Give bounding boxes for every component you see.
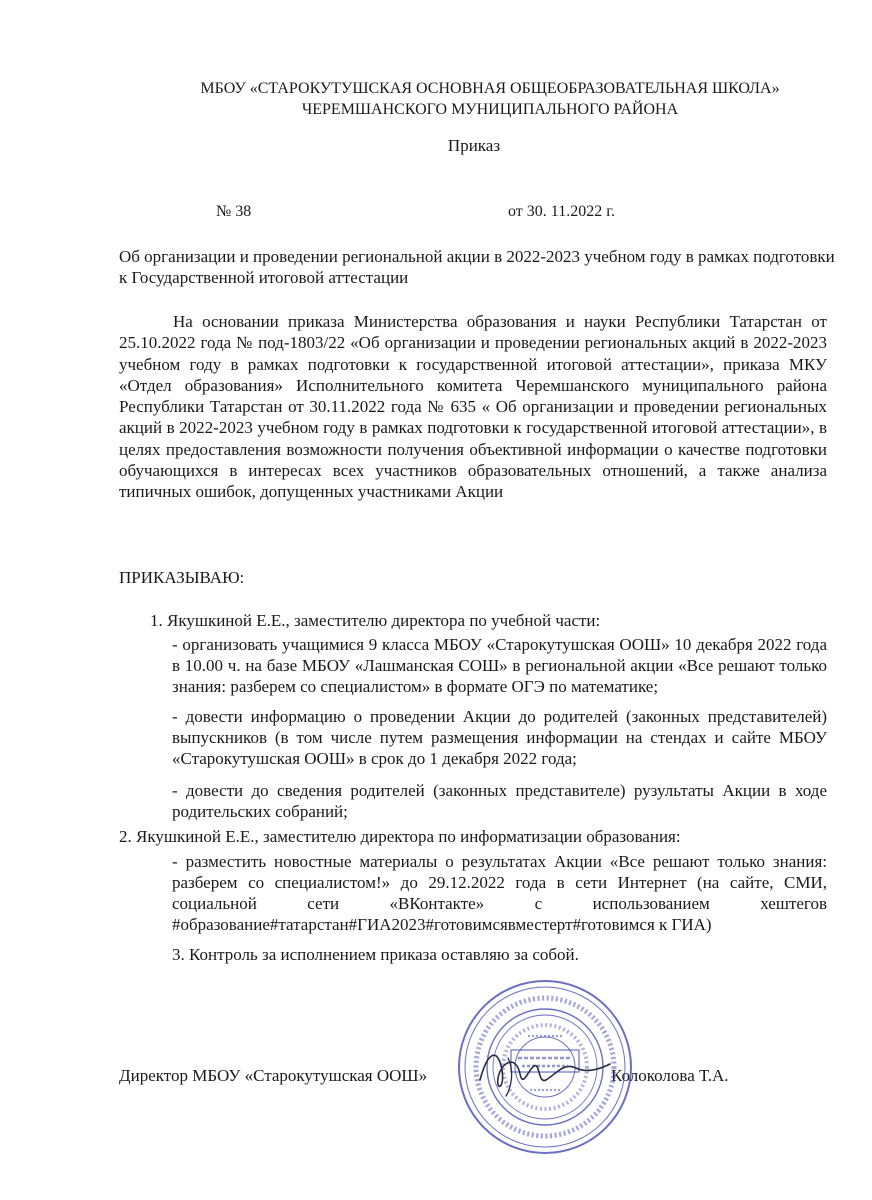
signatory-position: Директор МБОУ «Старокутушская ООШ» [119,1066,428,1085]
order-subject: Об организации и проведении региональной акции в 2022-2023 учебном году в рамках подготовки к Государственной итоговой аттестации [119,247,835,287]
header-line-2: ЧЕРЕМШАНСКОГО МУНИЦИПАЛЬНОГО РАЙОНА [301,101,679,118]
item-1-paragraph-3: - довести до сведения родителей (законных представителе) рузультаты Акции в ходе родительских собраний; [172,781,827,821]
item-1-paragraph-2: - довести информацию о проведении Акции до родителей (законных представителей) выпускников (в том числе путем размещения информации на стендах и сайте МБОУ «Старокутушская ООШ» в срок до 1 декабря 2022 года; [172,707,827,768]
handwritten-signature [468,1040,618,1100]
item-1-title: 1. Якушкиной Е.Е., заместителю директора по учебной части: [150,611,601,630]
order-number: № 38 [216,203,252,220]
order-directive: ПРИКАЗЫВАЮ: [119,568,245,587]
preamble-paragraph: На основании приказа Министерства образования и науки Республики Татарстан от 25.10.2022 года № под-1803/22 «Об организации и проведении региональных акций в 2022-2023 учебном году в рамках подготовки к государственной итоговой аттестации», приказа МКУ «Отдел образования» Исполнительного комитета Черемшанского муниципального района Республики Татарстан от 30.11.2022 года № 635 « Об организации и проведении региональных акций в 2022-2023 учебном году в рамках подготовки к государственной итоговой аттестации», в целях предоставления возможности получения объективной информации о качестве подготовки обучающихся в интересах всех участников образовательных отношений, а также анализа типичных ошибок, допущенных участниками Акции [119,312,827,502]
header-line-1: МБОУ «СТАРОКУТУШСКАЯ ОСНОВНАЯ ОБЩЕОБРАЗОВАТЕЛЬНАЯ ШКОЛА» [200,80,780,97]
document-header [100,78,872,120]
document-type: Приказ [447,136,501,155]
item-2-title: 2. Якушкиной Е.Е., заместителю директора по информатизации образования: [119,827,681,846]
signatory-name: Колоколова Т.А. [611,1066,729,1085]
item-1-paragraph-1: - организовать учащимися 9 класса МБОУ «Старокутушская ООШ» 10 декабря 2022 года в 10.00 ч. на базе МБОУ «Лашманская СОШ» в региональной акции «Все решают только знания: разберем со специалистом» в формате ОГЭ по математике; [172,635,827,696]
item-2-paragraph-1: - разместить новостные материалы о результатах Акции «Все решают только знания: разберем со специалистом!» до 29.12.2022 года в сети Интернет (на сайте, СМИ, социальной сети «ВКонтакте» с использованием хештегов #образование#татарстан#ГИА2023#готовимсявместерт#готовимся к ГИА) [172,852,827,934]
item-3: 3. Контроль за исполнением приказа оставляю за собой. [172,945,579,964]
order-date: от 30. 11.2022 г. [508,203,615,220]
